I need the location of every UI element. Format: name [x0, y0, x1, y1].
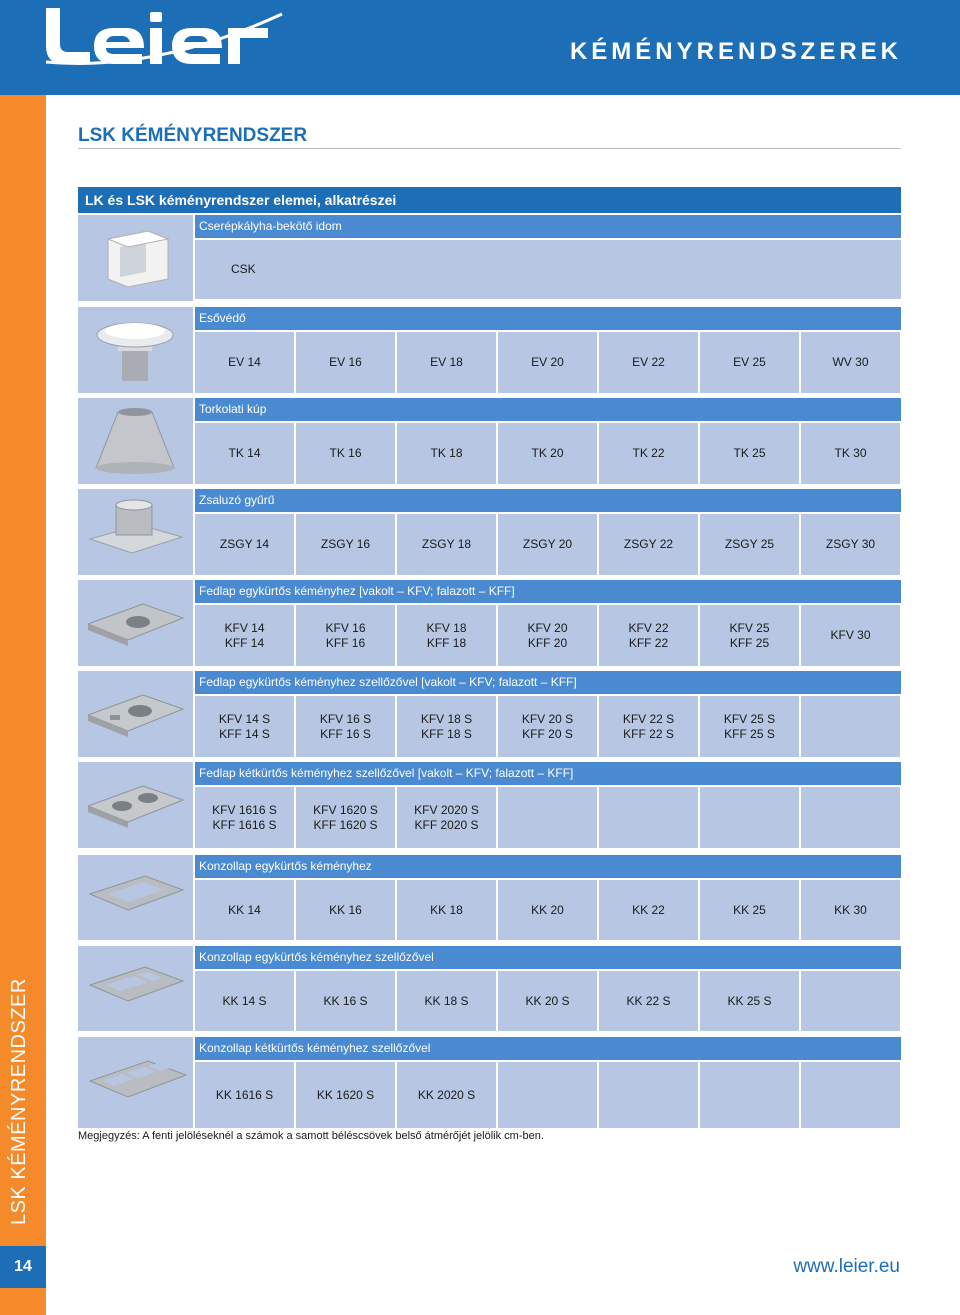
product-code: KK 18 S	[424, 993, 469, 1008]
product-code: KFF 25	[729, 635, 770, 650]
product-image-cell	[78, 398, 193, 484]
product-code-cell	[599, 514, 698, 575]
product-codes-row	[195, 514, 901, 575]
product-code-cell	[599, 605, 698, 666]
product-code-cell	[498, 696, 597, 757]
product-category	[78, 307, 901, 393]
product-code-cell	[700, 971, 799, 1031]
product-codes-row	[195, 332, 901, 393]
product-image-cell	[78, 1037, 193, 1128]
product-code-cell	[498, 971, 597, 1031]
product-code: KFV 1620 S	[313, 802, 378, 817]
product-code: KFF 14 S	[219, 726, 270, 741]
product-code-cell	[498, 332, 597, 393]
product-code: KFF 16	[325, 635, 366, 650]
product-code: EV 16	[329, 355, 362, 369]
product-code: KFF 22 S	[623, 726, 674, 741]
product-code: ZSGY 30	[825, 537, 876, 551]
product-code-cell	[599, 787, 698, 848]
category-label: Torkolati kúp	[195, 398, 901, 421]
product-code: KFF 20	[527, 635, 568, 650]
product-code: TK 30	[834, 446, 867, 460]
product-code: KK 1616 S	[215, 1087, 274, 1102]
product-code-cell	[599, 332, 698, 393]
product-code-cell	[498, 423, 597, 484]
category-label: Fedlap egykürtős kéményhez [vakolt – KFV; falazott – KFF]	[195, 580, 901, 603]
double-bracket-plate-icon	[88, 1045, 188, 1125]
product-image-cell	[78, 671, 193, 757]
product-code-cell	[296, 880, 395, 940]
bracket-plate-icon	[88, 860, 188, 940]
product-code: ZSGY 22	[623, 537, 674, 551]
product-codes-row	[195, 787, 901, 848]
website-url: www.leier.eu	[793, 1256, 900, 1277]
product-code-cell	[397, 332, 496, 393]
product-code-cell	[397, 880, 496, 940]
product-code: CSK	[231, 262, 256, 276]
product-code: TK 22	[632, 446, 665, 460]
product-category	[78, 946, 901, 1031]
product-code-cell	[195, 605, 294, 666]
product-code-cell	[195, 971, 294, 1031]
product-image-cell	[78, 580, 193, 666]
product-code: TK 18	[430, 446, 463, 460]
product-code: KFV 14 S	[218, 711, 271, 726]
product-code-cell	[397, 787, 496, 848]
product-code: KFV 25	[729, 620, 770, 635]
product-code-cell	[700, 423, 799, 484]
product-code-cell	[296, 1062, 395, 1128]
product-codes-row	[195, 423, 901, 484]
product-code: EV 14	[228, 355, 261, 369]
product-image-cell	[78, 307, 193, 393]
category-label: Fedlap kétkürtős kéményhez szellőzővel [vakolt – KFV; falazott – KFF]	[195, 762, 901, 785]
product-code-cell	[599, 423, 698, 484]
product-code-cell	[397, 696, 496, 757]
product-code: KFV 2020 S	[414, 802, 479, 817]
product-code: KK 22	[632, 902, 665, 917]
product-code: KK 30	[834, 902, 867, 917]
product-code-cell	[801, 971, 900, 1031]
product-code: KFF 18	[426, 635, 467, 650]
product-code: KK 16	[329, 902, 362, 917]
vented-cover-plate-icon	[88, 677, 188, 757]
product-code-cell	[397, 1062, 496, 1128]
product-code: KK 20	[531, 902, 564, 917]
footnote: Megjegyzés: A fenti jelöléseknél a számok a samott béléscsövek belső átmérőjét jelölik cm-ben.	[78, 1130, 544, 1142]
product-code: KFF 25 S	[724, 726, 775, 741]
product-code-cell	[195, 332, 294, 393]
leier-logo	[40, 2, 290, 68]
product-image-cell	[78, 215, 193, 301]
product-code: KK 18	[430, 902, 463, 917]
product-code: KFV 18 S	[420, 711, 473, 726]
product-code: KFV 22 S	[622, 711, 675, 726]
product-code: KFV 22	[628, 620, 669, 635]
product-code-cell	[599, 696, 698, 757]
product-code: TK 14	[228, 446, 261, 460]
product-category	[78, 398, 901, 484]
product-code: TK 16	[329, 446, 362, 460]
product-code: KFF 14	[224, 635, 265, 650]
product-code-cell	[801, 696, 900, 757]
double-cover-plate-icon	[88, 768, 188, 848]
product-code: KFF 16 S	[320, 726, 371, 741]
product-code-cell	[195, 1062, 294, 1128]
product-code-cell	[195, 787, 294, 848]
product-code-cell	[397, 605, 496, 666]
product-code: KK 22 S	[626, 993, 671, 1008]
product-codes-row	[195, 605, 901, 666]
product-code: KK 20 S	[525, 993, 570, 1008]
stove-connector-icon	[88, 221, 183, 296]
product-code-cell	[801, 1062, 900, 1128]
category-label: Fedlap egykürtős kéményhez szellőzővel [vakolt – KFV; falazott – KFF]	[195, 671, 901, 694]
product-code-cell	[195, 423, 294, 484]
product-code: KFV 18	[426, 620, 467, 635]
product-category	[78, 489, 901, 575]
product-code-cell	[801, 514, 900, 575]
product-code: EV 20	[531, 355, 564, 369]
product-code-cell	[700, 787, 799, 848]
product-code: KFV 16 S	[319, 711, 372, 726]
product-code-cell	[195, 880, 294, 940]
product-code: KK 16 S	[323, 993, 368, 1008]
product-code: TK 20	[531, 446, 564, 460]
product-code-cell	[700, 1062, 799, 1128]
product-code-cell	[296, 514, 395, 575]
product-category	[78, 215, 901, 301]
product-codes-row	[195, 696, 901, 757]
product-code: KK 25 S	[727, 993, 772, 1008]
title-divider	[78, 148, 901, 149]
product-code-cell	[195, 240, 901, 299]
product-code: KFF 2020 S	[414, 817, 479, 832]
product-code-cell	[397, 971, 496, 1031]
product-code-cell	[801, 423, 900, 484]
product-code-cell	[195, 696, 294, 757]
product-code: KFF 18 S	[421, 726, 472, 741]
product-codes-row	[195, 880, 901, 940]
product-code: KK 1620 S	[316, 1087, 375, 1102]
product-codes-row	[195, 971, 901, 1031]
product-code-cell	[498, 787, 597, 848]
product-code-cell	[801, 332, 900, 393]
product-codes-row	[195, 240, 901, 299]
category-label: Zsaluzó gyűrű	[195, 489, 901, 512]
product-image-cell	[78, 946, 193, 1031]
product-image-cell	[78, 855, 193, 940]
cover-plate-icon	[88, 586, 188, 666]
category-label: Konzollap egykürtős kéményhez szellőzővel	[195, 946, 901, 969]
product-code-cell	[700, 880, 799, 940]
product-code-cell	[296, 423, 395, 484]
product-code-cell	[498, 605, 597, 666]
product-code-cell	[498, 514, 597, 575]
product-code-cell	[801, 787, 900, 848]
product-code-cell	[700, 514, 799, 575]
product-code: KK 14 S	[222, 993, 267, 1008]
section-title: KÉMÉNYRENDSZEREK	[569, 38, 902, 65]
product-category	[78, 580, 901, 666]
formwork-ring-icon	[88, 495, 183, 575]
product-code-cell	[296, 605, 395, 666]
page-header	[0, 0, 960, 95]
product-code: TK 25	[733, 446, 766, 460]
product-category	[78, 1037, 901, 1128]
product-codes-row	[195, 1062, 901, 1128]
table-title: LK és LSK kéményrendszer elemei, alkatrészei	[78, 187, 901, 213]
product-category	[78, 855, 901, 940]
product-code-cell	[397, 423, 496, 484]
product-code: KFV 20 S	[521, 711, 574, 726]
category-label: Cserépkályha-bekötő idom	[195, 215, 901, 238]
product-code-cell	[599, 971, 698, 1031]
product-code: KFV 1616 S	[212, 802, 277, 817]
product-category	[78, 762, 901, 848]
product-code: ZSGY 18	[421, 537, 472, 551]
side-label: LSK KÉMÉNYRENDSZER	[8, 978, 30, 1225]
product-code-cell	[296, 696, 395, 757]
product-code-cell	[195, 514, 294, 575]
product-code: KFF 1620 S	[313, 817, 378, 832]
product-code: ZSGY 14	[219, 537, 270, 551]
product-code: WV 30	[832, 355, 869, 369]
product-code: ZSGY 16	[320, 537, 371, 551]
product-code-cell	[296, 787, 395, 848]
product-code-cell	[296, 971, 395, 1031]
page-title: LSK KÉMÉNYRENDSZER	[78, 125, 308, 146]
product-code: KFF 20 S	[522, 726, 573, 741]
product-code-cell	[801, 880, 900, 940]
category-label: Esővédő	[195, 307, 901, 330]
product-code: ZSGY 20	[522, 537, 573, 551]
page-number: 14	[0, 1246, 46, 1288]
product-image-cell	[78, 489, 193, 575]
mouth-cone-icon	[88, 404, 183, 484]
product-code: EV 25	[733, 355, 766, 369]
product-code: KFF 1616 S	[212, 817, 277, 832]
product-code: EV 18	[430, 355, 463, 369]
product-code: KK 2020 S	[417, 1087, 476, 1102]
product-code: KK 14	[228, 902, 261, 917]
product-code: EV 22	[632, 355, 665, 369]
vented-bracket-plate-icon	[88, 951, 188, 1031]
product-code-cell	[599, 880, 698, 940]
product-code: KFV 16	[325, 620, 366, 635]
product-code: KFV 20	[527, 620, 568, 635]
product-code-cell	[498, 880, 597, 940]
product-code: KK 25	[733, 902, 766, 917]
product-code: KFV 30	[830, 628, 871, 642]
product-image-cell	[78, 762, 193, 848]
product-code-cell	[397, 514, 496, 575]
rain-cap-icon	[88, 313, 183, 393]
product-code: ZSGY 25	[724, 537, 775, 551]
product-category	[78, 671, 901, 757]
product-code-cell	[700, 332, 799, 393]
category-label: Konzollap kétkürtős kéményhez szellőzővel	[195, 1037, 901, 1060]
category-label: Konzollap egykürtős kéményhez	[195, 855, 901, 878]
product-code-cell	[700, 696, 799, 757]
product-code-cell	[801, 605, 900, 666]
product-code-cell	[700, 605, 799, 666]
product-code: KFV 14	[224, 620, 265, 635]
product-code-cell	[296, 332, 395, 393]
product-code: KFV 25 S	[723, 711, 776, 726]
product-code-cell	[498, 1062, 597, 1128]
product-code-cell	[599, 1062, 698, 1128]
product-code: KFF 22	[628, 635, 669, 650]
